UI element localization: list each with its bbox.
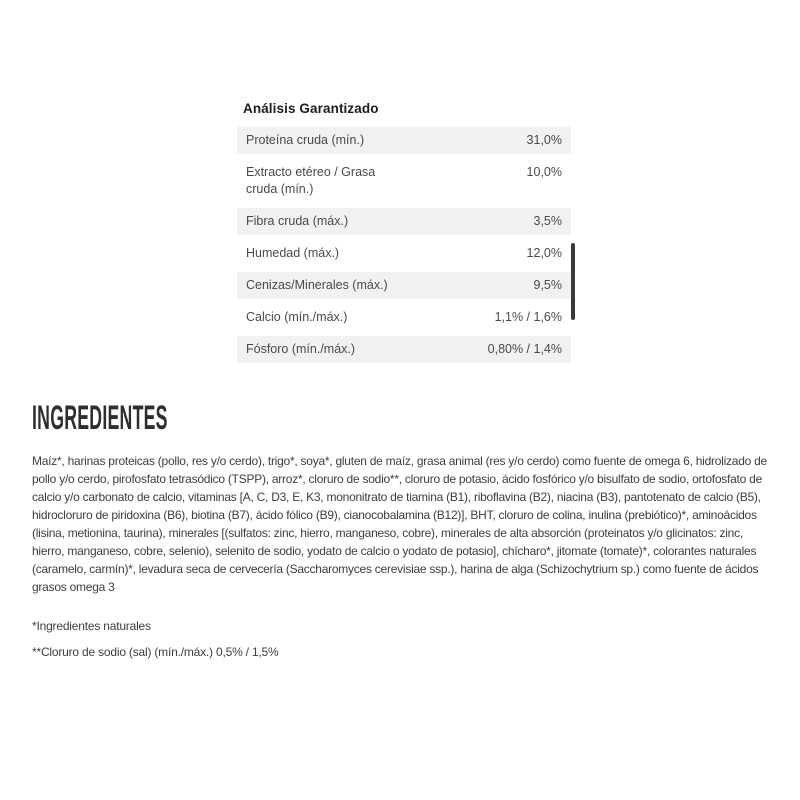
scrollbar-thumb[interactable] (571, 243, 575, 320)
analysis-row-value: 10,0% (526, 165, 562, 179)
analysis-row (237, 240, 571, 267)
analysis-row-label: Calcio (mín./máx.) (246, 310, 348, 324)
analysis-row (237, 304, 571, 331)
ingredients-title-text: INGREDIENTES (32, 399, 168, 437)
analysis-row-label: Fibra cruda (máx.) (246, 214, 349, 228)
analysis-row-label: Cenizas/Minerales (máx.) (246, 278, 388, 292)
analysis-table (237, 127, 571, 363)
analysis-row-value: 9,5% (533, 278, 562, 292)
footnote-natural-ingredients: *Ingredientes naturales (32, 619, 151, 633)
analysis-row-value: 3,5% (533, 214, 562, 228)
analysis-row-value: 1,1% / 1,6% (494, 310, 562, 324)
analysis-title: Análisis Garantizado (243, 101, 379, 116)
analysis-row (237, 336, 571, 363)
analysis-row-label: Fósforo (mín./máx.) (246, 342, 356, 356)
analysis-row-value: 12,0% (526, 246, 562, 260)
footnote-sodium-chloride: **Cloruro de sodio (sal) (mín./máx.) 0,5% / 1,5% (32, 645, 279, 659)
analysis-row-value: 31,0% (526, 133, 562, 147)
analysis-row-label: Humedad (máx.) (246, 246, 340, 260)
analysis-row-label: Extracto etéreo / Grasa cruda (mín.) (246, 165, 376, 196)
guaranteed-analysis-section (237, 99, 571, 368)
analysis-row-label: Proteína cruda (mín.) (246, 133, 365, 147)
analysis-row-value: 0,80% / 1,4% (487, 342, 562, 356)
ingredients-body: Maíz*, harinas proteicas (pollo, res y/o cerdo), trigo*, soya*, gluten de maíz, grasa animal (res y/o cerdo) como fuente de omega 6, hidrolizado de pollo y/o cerdo, pirofosfato tetrasódico (TSPP), arroz*, cloruro de sodio**, cloruro de potasio, ácido fosfórico y/o bisulfato de sodio, ortofosfato de calcio y/o carbonato de calcio, vitaminas [A, C, D3, E, K3, mononitrato de tiamina (B1), riboflavina (B2), niacina (B3), pantotenato de calcio (B5), hidrocloruro de piridoxina (B6), biotina (B7), ácido fólico (B9), cianocobalamina (B12)], BHT, cloruro de colina, inulina (prebiótico)*, aminoácidos (lisina, metionina, taurina), minerales [(sulfatos: zinc, hierro, manganeso, cobre), minerales de alta absorción (proteinatos y/o glicinatos: zinc, hierro, manganeso, cobre, selenio), selenito de sodio, yodato de calcio o yodato de potasio], chícharo*, jitomate (tomate)*, colorantes naturales (caramelo, carmín)*, levadura seca de cervecería (Saccharomyces cerevisiae ssp.), harina de alga (Schizochytrium sp.) como fuente de ácidos grasos omega 3 (32, 454, 767, 594)
ingredients-title (32, 401, 293, 435)
analysis-row (237, 127, 571, 154)
analysis-row (237, 208, 571, 235)
analysis-row (237, 159, 571, 203)
analysis-row (237, 272, 571, 299)
